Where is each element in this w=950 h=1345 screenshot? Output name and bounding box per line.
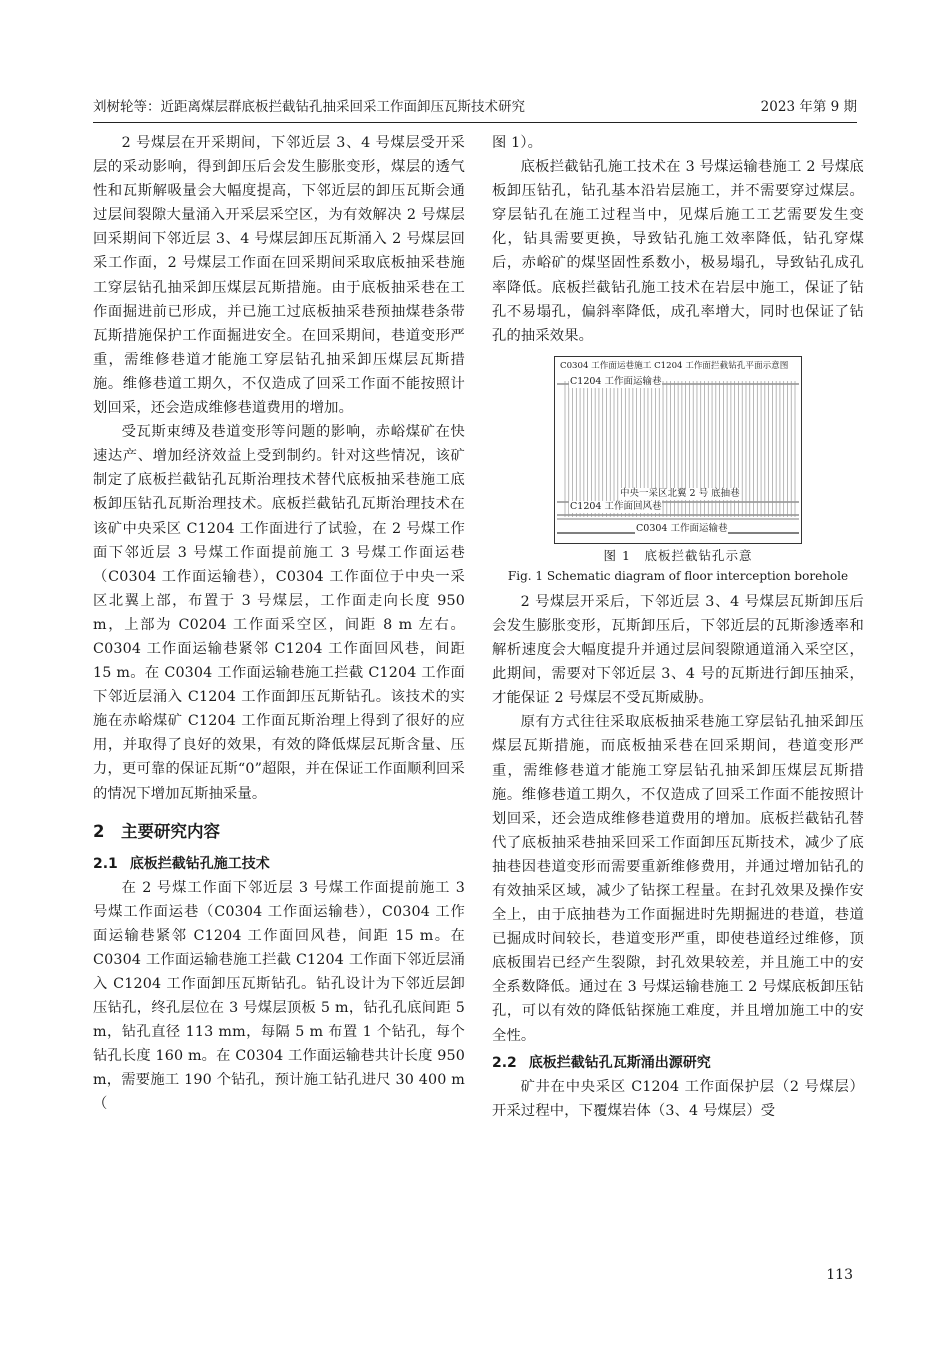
figure-1-diagram: [554, 356, 802, 544]
paragraph-intro-2: 受瓦斯束缚及巷道变形等问题的影响，赤峪煤矿在快速达产、增加经济效益上受到制约。针对这些情况，该矿制定了底板拦截钻孔瓦斯治理技术替代底板抽采巷施工底板卸压钻孔瓦斯治理技术。底板拦截钻孔瓦斯治理技术在该矿中央采区 C1204 工作面进行了试验，在 2 号煤工作面下邻近层 3 号煤工作面提前施工 3 号煤工作面运巷（C0304 工作面运输巷），C0304 工作面位于中央一采区北翼上部，布置于 3 号煤层，工作面走向长度 950 m，上部为 C0204 工作面采空区，间距 8 m 左右。C0304 工作面运输巷紧邻 C1204 工作面回风巷，间距 15 m。在 C0304 工作面运输巷施工拦截 C1204 工作面下邻近层涌入 C1204 工作面卸压瓦斯钻孔。该技术的实施在赤峪煤矿 C1204 工作面瓦斯治理上得到了很好的应用，并取得了良好的效果，有效的降低煤层瓦斯含量、压力，更可靠的保证瓦斯“0”超限，并在保证工作面顺利回采的情况下增加瓦斯抽采量。: [93, 424, 465, 802]
header-issue: 2023 年第 9 期: [760, 99, 857, 115]
paragraph-technique: 底板拦截钻孔施工技术在 3 号煤运输巷施工 2 号煤底板卸压钻孔，钻孔基本沿岩层施工，并不需要穿过煤层。穿层钻孔在施工过程当中，见煤后施工工艺需要发生变化，钻具需要更换，导致钻孔施工效率降低，钻孔穿煤后，赤峪矿的煤坚固性系数小，极易塌孔，导致钻孔成孔率降低。底板拦截钻孔施工技术在岩层中施工，保证了钻孔不易塌孔，偏斜率降低，成孔率增大，同时也保证了钻孔的抽采效果。: [492, 159, 864, 344]
section-heading-2: 2 主要研究内容: [93, 821, 220, 841]
subsection-heading-2-2: [492, 1051, 864, 1075]
header-title: 刘树轮等：近距离煤层群底板拦截钻孔抽采回采工作面卸压瓦斯技术研究: [93, 99, 525, 115]
figure-1: [492, 356, 864, 586]
subsection-heading-2-1: [93, 852, 465, 876]
figure-label-floor-roadway: 中央一采区北翼 2 号 底抽巷: [620, 487, 740, 499]
subsection-title: 底板拦截钻孔施工技术: [129, 855, 270, 872]
figure-label-haulage-roadway: C1204 工作面运输巷: [570, 375, 662, 387]
figure-label-return-roadway: C1204 工作面回风巷: [570, 500, 662, 512]
paragraph-2-2: 矿井在中央采区 C1204 工作面保护层（2 号煤层）开采过程中，下覆煤岩体（3、4 号煤层）受: [492, 1078, 864, 1119]
paragraph-pressure-relief: 2 号煤层开采后，下邻近层 3、4 号煤层瓦斯卸压后会发生膨胀变形，瓦斯卸压后，下邻近层的瓦斯渗透率和解析速度会大幅度提升并通过层间裂隙通道涌入采空区，此期间，需要对下邻近层 3、4 号的瓦斯进行卸压抽采，才能保证 2 号煤层不受瓦斯威胁。: [492, 593, 864, 707]
subsection-number: 2.1: [93, 855, 118, 872]
left-column: [93, 131, 465, 1117]
figure-label-c0304-roadway: C0304 工作面运输巷: [636, 522, 728, 534]
page-number: 113: [826, 1267, 853, 1283]
figure-caption-zh: 图 1 底板拦截钻孔示意: [603, 547, 753, 563]
figure-title-label: C0304 工作面运巷施工 C1204 工作面拦截钻孔平面示意图: [560, 360, 789, 371]
subsection-number: 2.2: [492, 1054, 517, 1071]
paragraph-2-1: 在 2 号煤工作面下邻近层 3 号煤工作面提前施工 3 号煤工作面运巷（C0304 工作面运输巷），C0304 工作面运输巷紧邻 C1204 工作面回风巷，间距 15 m。在 C0304 工作面运输巷施工拦截 C1204 工作面下邻近层涌入 C1204 工作面卸压瓦斯钻孔。钻孔设计为下邻近层卸压钻孔，终孔层位在 3 号煤层顶板 5 m，钻孔孔底间距 5 m，钻孔直径 113 mm，每隔 5 m 布置 1 个钻孔，每个钻孔长度 160 m。在 C0304 工作面运输巷共计长度 950 m，需要施工 190 个钻孔，预计施工钻孔进尺 30 400 m（: [93, 879, 465, 1113]
right-column: [492, 131, 864, 1123]
running-header: [93, 96, 857, 123]
paragraph-comparison: 原有方式往往采取底板抽采巷施工穿层钻孔抽采卸压煤层瓦斯措施，而底板抽采巷在回采期间，巷道变形严重，需维修巷道才能施工穿层钻孔抽采卸压煤层瓦斯措施。维修巷道工期久，不仅造成了回采工作面不能按照计划回采，还会造成维修巷道费用的增加。底板拦截钻孔替代了底板抽采巷抽采回采工作面卸压瓦斯技术，减少了底抽巷因巷道变形而需要重新维修费用，并通过增加钻孔的有效抽采区域，减少了钻探工程量。在封孔效果及操作安全上，由于底抽巷为工作面掘进时先期掘进的巷道，巷道已掘成时间较长，巷道变形严重，即使巷道经过维修，顶底板围岩已经产生裂隙，封孔效果较差，并且施工中的安全系数降低。通过在 3 号煤运输巷施工 2 号煤底板卸压钻孔，可以有效的降低钻探施工难度，并且增加施工中的安全性。: [492, 714, 864, 1044]
figure-caption-en: Fig. 1 Schematic diagram of floor interception borehole: [507, 568, 849, 583]
paragraph-intro-1: 2 号煤层在开采期间，下邻近层 3、4 号煤层受开采层的采动影响，得到卸压后会发生膨胀变形，煤层的透气性和瓦斯解吸量会大幅度提高，下邻近层的卸压瓦斯会通过层间裂隙大量涌入开采层采空区，为有效解决 2 号煤层回采期间下邻近层 3、4 号煤层卸压瓦斯涌入 2 号煤层回采工作面，2 号煤层工作面在回采期间采取底板抽采巷施工穿层钻孔抽采卸压煤层瓦斯措施。由于底板抽采巷在工作面掘进前已形成，并已施工过底板抽采巷预抽煤巷条带瓦斯措施保护工作面掘进安全。在回采期间，巷道变形严重，需维修巷道才能施工穿层钻孔抽采卸压煤层瓦斯措施。维修巷道工期久，不仅造成了回采工作面不能按照计划回采，还会造成维修巷道费用的增加。: [93, 135, 465, 417]
subsection-title: 底板拦截钻孔瓦斯涌出源研究: [528, 1054, 711, 1071]
paragraph-continuation: 图 1）。: [492, 135, 543, 151]
